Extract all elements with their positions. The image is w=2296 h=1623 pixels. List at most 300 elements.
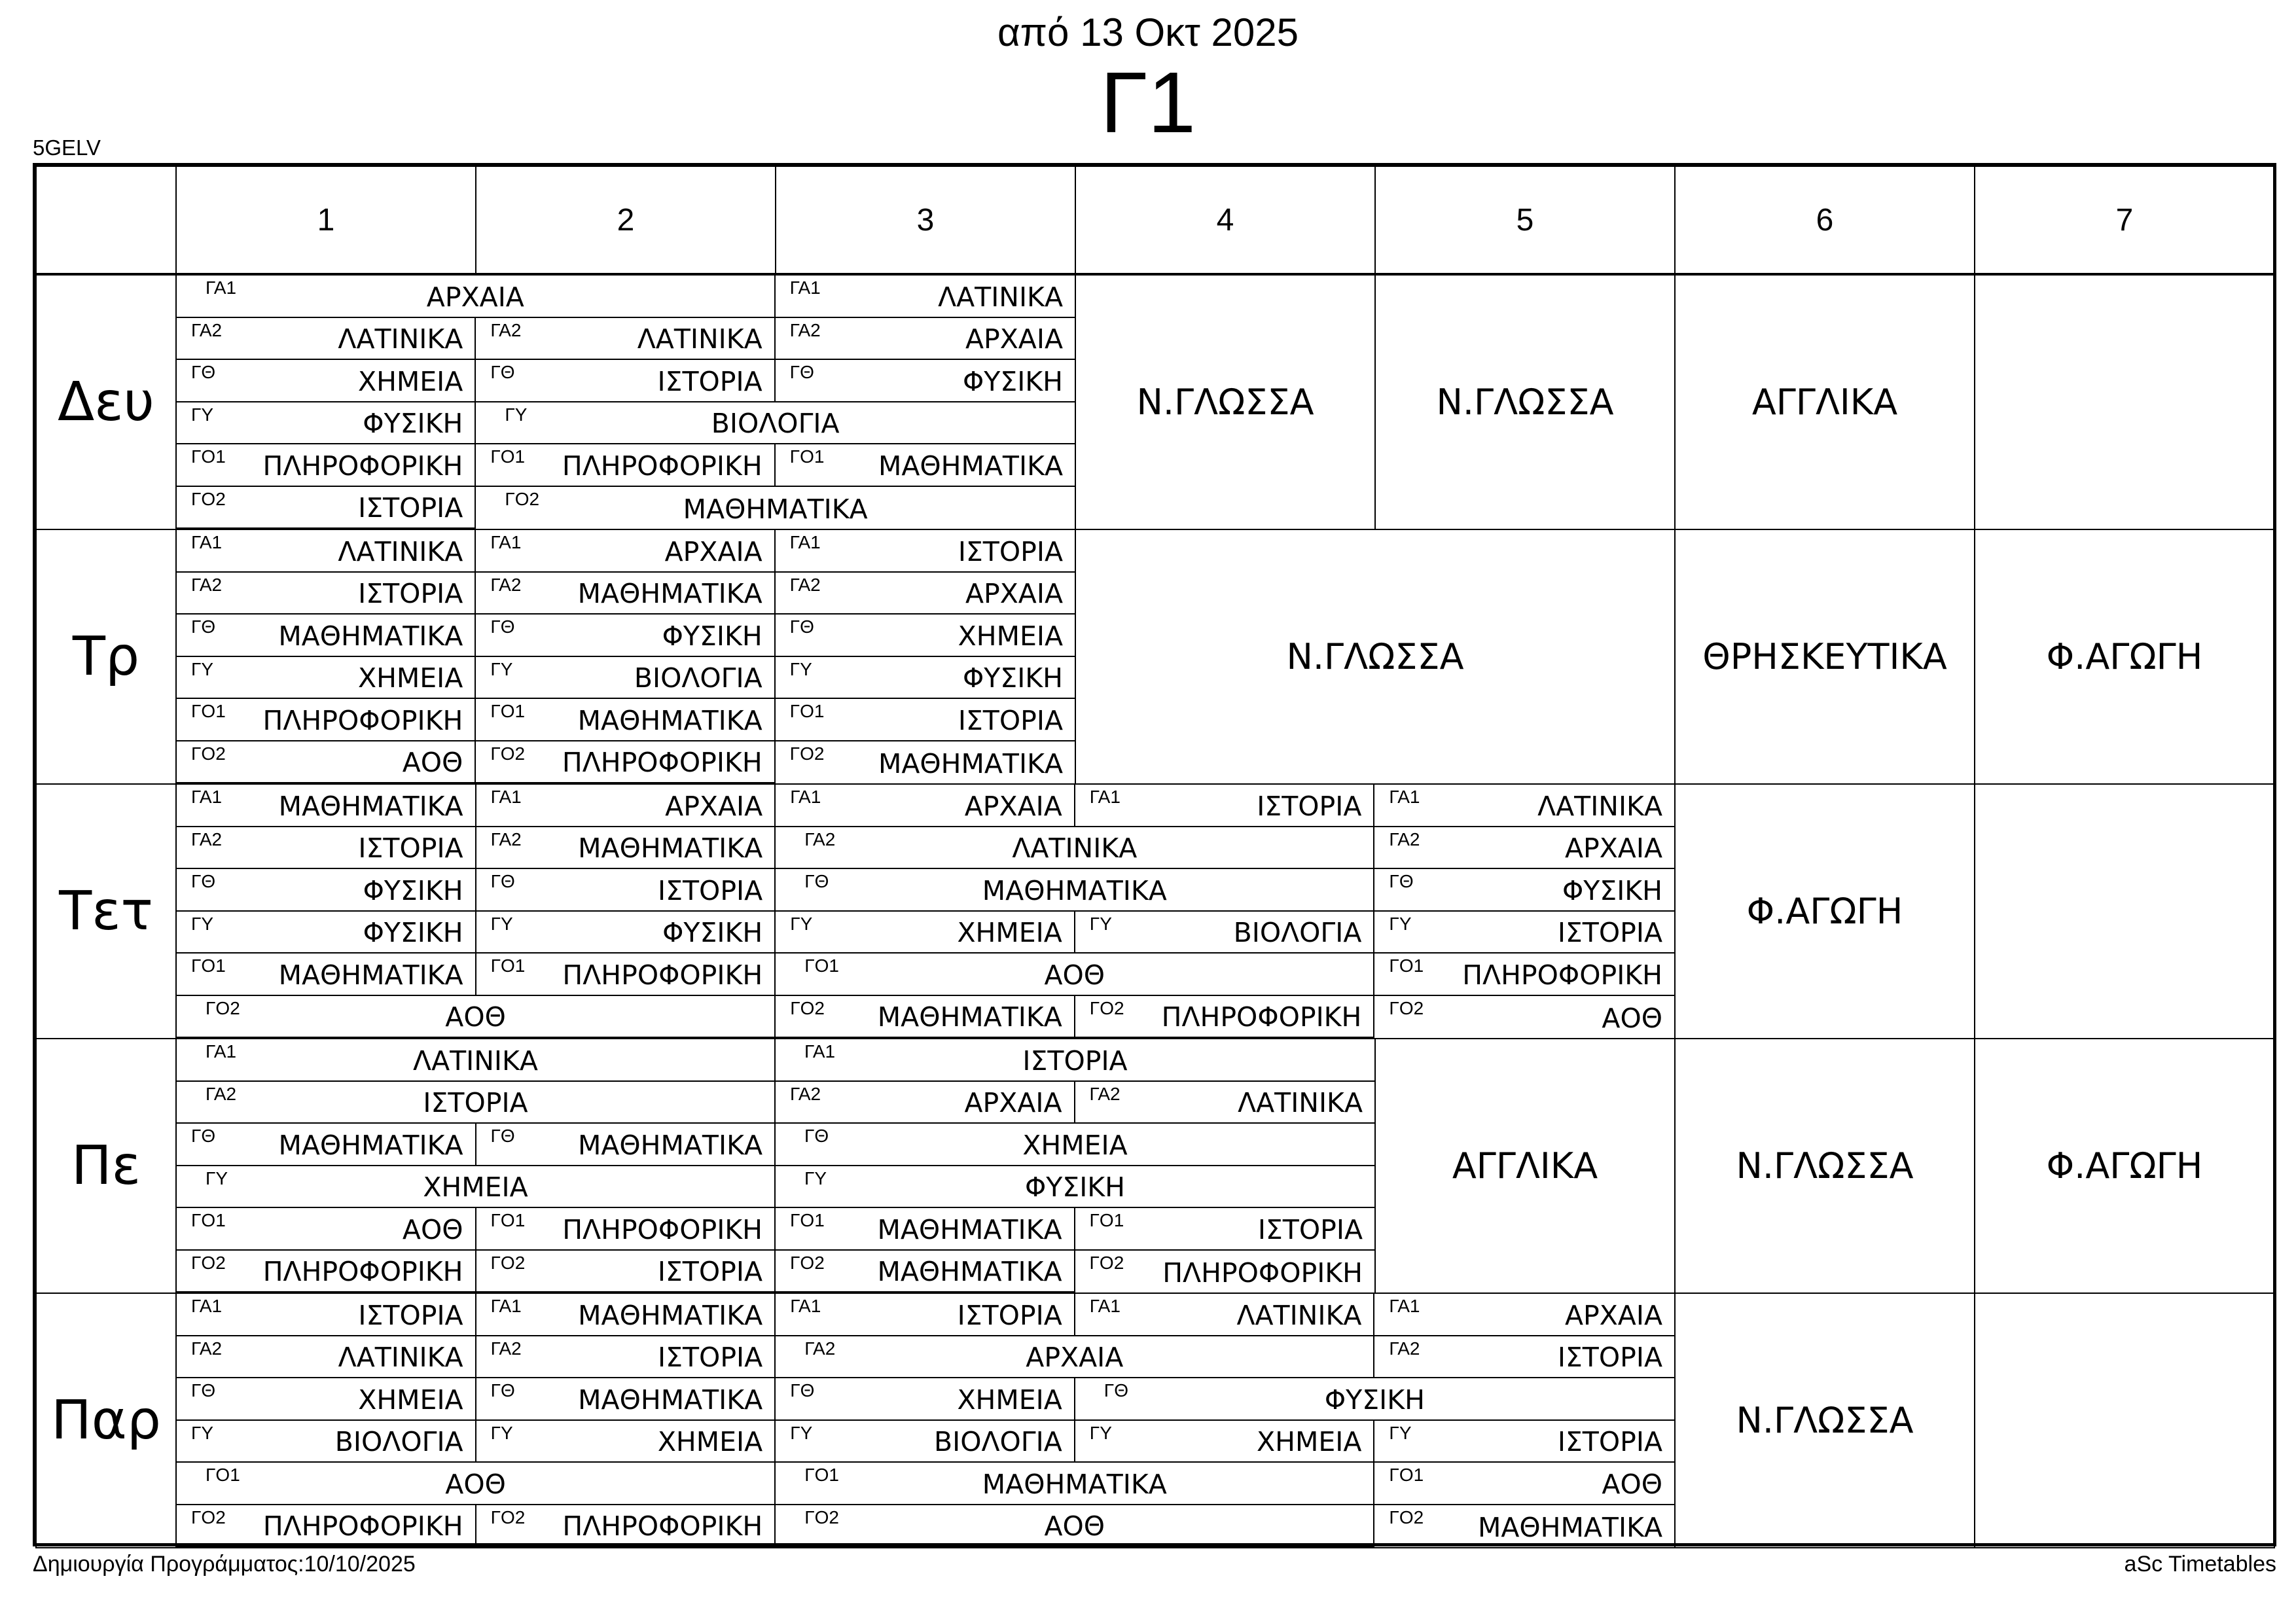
corner-cell	[35, 166, 177, 276]
group-label: ΓΑ2	[804, 829, 836, 849]
group-label: ΓΥ	[490, 1422, 513, 1443]
group-lesson[interactable]	[476, 1378, 776, 1421]
group-lesson[interactable]	[177, 827, 476, 870]
group-lesson[interactable]	[1374, 1421, 1674, 1463]
group-lesson[interactable]	[776, 912, 1075, 954]
group-lesson[interactable]	[1075, 1208, 1375, 1251]
group-lesson[interactable]	[177, 487, 476, 529]
whole-class-lesson[interactable]: ΑΓΓΛΙΚΑ	[1674, 274, 1975, 530]
whole-class-lesson[interactable]: Ν.ΓΛΩΣΣΑ	[1075, 529, 1676, 785]
group-label: ΓΑ1	[490, 1296, 522, 1316]
group-lesson[interactable]	[1075, 996, 1375, 1039]
whole-class-lesson[interactable]: Φ.ΑΓΩΓΗ	[1674, 783, 1975, 1039]
subject-label: ΦΥΣΙΚΗ	[363, 917, 463, 948]
group-lesson[interactable]	[177, 444, 476, 487]
timetable-grid	[33, 163, 2276, 1546]
period-header: 2	[475, 166, 776, 276]
subject-label: ΠΛΗΡΟΦΟΡΙΚΗ	[562, 1213, 762, 1245]
group-lesson[interactable]	[177, 1378, 476, 1421]
day-header: Πε	[35, 1038, 177, 1294]
group-lesson[interactable]	[776, 1463, 1374, 1505]
subject-label: ΒΙΟΛΟΓΙΑ	[934, 1426, 1062, 1457]
group-block	[175, 529, 1076, 785]
group-lesson[interactable]	[776, 996, 1075, 1039]
group-lesson[interactable]	[1374, 1463, 1674, 1505]
group-lesson[interactable]	[476, 573, 775, 615]
group-label: ΓΑ1	[191, 532, 223, 552]
subject-label: ΒΙΟΛΟΓΙΑ	[1233, 917, 1362, 948]
subject-label: ΒΙΟΛΟΓΙΑ	[634, 662, 762, 694]
group-lesson[interactable]	[776, 1336, 1374, 1379]
group-lesson[interactable]	[177, 276, 776, 318]
group-label: ΓΟ2	[490, 1507, 526, 1527]
group-lesson[interactable]	[1374, 1336, 1674, 1379]
whole-class-lesson[interactable]: Ν.ΓΛΩΣΣΑ	[1374, 274, 1676, 530]
group-label: ΓΑ2	[1389, 1338, 1420, 1359]
group-label: ΓΟ1	[789, 446, 825, 467]
group-lesson[interactable]	[177, 1166, 776, 1209]
subject-label: ΙΣΤΟΡΙΑ	[958, 535, 1063, 567]
group-label: ΓΘ	[804, 871, 829, 891]
group-lesson[interactable]	[177, 741, 476, 784]
subject-label: ΑΡΧΑΙΑ	[426, 281, 524, 313]
group-block	[175, 1293, 1676, 1548]
group-lesson[interactable]	[476, 954, 776, 996]
group-lesson[interactable]	[1075, 1378, 1674, 1421]
group-lesson[interactable]	[177, 1421, 476, 1463]
whole-class-lesson[interactable]: Φ.ΑΓΩΓΗ	[1974, 529, 2275, 785]
day-header: Τετ	[35, 783, 177, 1039]
group-label: ΓΟ2	[789, 743, 825, 764]
group-label: ΓΥ	[191, 658, 214, 679]
group-label: ΓΟ2	[191, 1252, 226, 1273]
group-lesson[interactable]	[476, 1294, 776, 1336]
group-label: ΓΥ	[191, 1422, 214, 1443]
subject-label: ΦΥΣΙΚΗ	[1024, 1171, 1126, 1203]
group-lesson[interactable]	[776, 741, 1075, 784]
group-lesson[interactable]	[476, 699, 775, 741]
subject-label: ΙΣΤΟΡΙΑ	[1557, 1426, 1662, 1457]
group-lesson[interactable]	[776, 1082, 1075, 1124]
group-lesson[interactable]	[776, 573, 1075, 615]
subject-label: ΑΟΘ	[1602, 1468, 1662, 1500]
group-lesson[interactable]	[177, 1208, 476, 1251]
group-label: ΓΑ2	[1089, 1083, 1121, 1104]
group-lesson[interactable]	[776, 318, 1075, 361]
group-lesson[interactable]	[776, 1166, 1374, 1209]
group-lesson[interactable]	[776, 657, 1075, 700]
group-lesson[interactable]	[476, 785, 776, 827]
group-lesson[interactable]	[1374, 869, 1674, 912]
subject-label: ΑΟΘ	[445, 1468, 506, 1500]
subject-label: ΑΟΘ	[1602, 1003, 1662, 1034]
group-lesson[interactable]	[177, 615, 476, 657]
subject-label: ΙΣΤΟΡΙΑ	[1557, 917, 1662, 948]
group-lesson[interactable]	[476, 657, 775, 700]
whole-class-lesson[interactable]: ΘΡΗΣΚΕΥΤΙΚΑ	[1674, 529, 1975, 785]
subject-label: ΜΑΘΗΜΑΤΙΚΑ	[278, 1129, 463, 1161]
group-lesson[interactable]	[177, 1463, 776, 1505]
group-label: ΓΟ1	[789, 701, 825, 721]
group-lesson[interactable]	[177, 1505, 476, 1548]
subject-label: ΜΑΘΗΜΑΤΙΚΑ	[877, 1256, 1062, 1287]
group-label: ΓΟ1	[490, 446, 526, 467]
group-block	[175, 783, 1676, 1039]
subject-label: ΜΑΘΗΜΑΤΙΚΑ	[578, 832, 763, 864]
created-date: Δημιουργία Προγράμματος:10/10/2025	[33, 1552, 416, 1577]
group-lesson[interactable]	[476, 1505, 776, 1548]
group-lesson[interactable]	[776, 360, 1075, 402]
subject-label: ΧΗΜΕΙΑ	[1257, 1426, 1362, 1457]
group-lesson[interactable]	[177, 318, 476, 361]
empty-period-cell	[1974, 783, 2275, 1039]
subject-label: ΧΗΜΕΙΑ	[358, 1383, 463, 1416]
group-lesson[interactable]	[1374, 785, 1674, 827]
group-label: ΓΟ2	[490, 1252, 526, 1273]
group-label: ΓΥ	[1389, 1422, 1412, 1443]
group-label: ΓΟ2	[505, 488, 540, 509]
subject-label: ΑΟΘ	[445, 1001, 506, 1033]
group-label: ΓΑ1	[1389, 787, 1420, 807]
group-lesson[interactable]	[177, 1039, 776, 1082]
subject-label: ΜΑΘΗΜΑΤΙΚΑ	[1477, 1512, 1662, 1543]
group-label: ΓΑ2	[789, 319, 821, 340]
group-label: ΓΥ	[505, 404, 528, 425]
group-lesson[interactable]	[476, 1336, 776, 1379]
subject-label: ΑΟΘ	[1044, 1510, 1105, 1542]
whole-class-lesson[interactable]: Ν.ΓΛΩΣΣΑ	[1674, 1038, 1975, 1294]
subject-label: ΑΟΘ	[1044, 959, 1105, 991]
group-label: ΓΟ1	[191, 446, 226, 467]
date-line: από 13 Οκτ 2025	[997, 10, 1299, 54]
group-lesson[interactable]	[776, 1039, 1374, 1082]
group-label: ΓΑ2	[789, 574, 821, 595]
group-lesson[interactable]	[476, 615, 775, 657]
group-label: ΓΟ1	[804, 955, 839, 976]
subject-label: ΦΥΣΙΚΗ	[1562, 874, 1662, 906]
group-label: ΓΟ2	[191, 1507, 226, 1527]
subject-label: ΙΣΤΟΡΙΑ	[358, 1299, 463, 1331]
whole-class-lesson[interactable]: Ν.ΓΛΩΣΣΑ	[1075, 274, 1376, 530]
subject-label: ΑΡΧΑΙΑ	[965, 323, 1063, 355]
group-lesson[interactable]	[776, 615, 1075, 657]
group-lesson[interactable]	[1374, 954, 1674, 996]
subject-label: ΑΡΧΑΙΑ	[964, 1087, 1062, 1118]
subject-label: ΜΑΘΗΜΑΤΙΚΑ	[982, 1468, 1167, 1500]
group-label: ΓΑ1	[490, 532, 522, 552]
subject-label: ΙΣΤΟΡΙΑ	[1022, 1044, 1128, 1077]
subject-label: ΑΡΧΑΙΑ	[964, 790, 1062, 822]
group-label: ΓΘ	[490, 616, 515, 637]
subject-label: ΙΣΤΟΡΙΑ	[657, 1256, 762, 1287]
group-lesson[interactable]	[776, 276, 1075, 318]
group-label: ΓΑ1	[790, 1296, 821, 1316]
group-lesson[interactable]	[776, 1378, 1075, 1421]
subject-label: ΛΑΤΙΝΙΚΑ	[1236, 1299, 1362, 1331]
group-lesson[interactable]	[776, 444, 1075, 487]
subject-label: ΒΙΟΛΟΓΙΑ	[334, 1426, 463, 1457]
group-label: ΓΥ	[490, 658, 513, 679]
subject-label: ΜΑΘΗΜΑΤΙΚΑ	[878, 450, 1063, 482]
group-lesson[interactable]	[177, 1082, 776, 1124]
group-lesson[interactable]	[776, 530, 1075, 573]
subject-label: ΜΑΘΗΜΑΤΙΚΑ	[982, 874, 1167, 906]
group-lesson[interactable]	[177, 530, 476, 573]
group-lesson[interactable]	[177, 869, 476, 912]
group-label: ΓΘ	[191, 1126, 216, 1146]
group-label: ΓΑ2	[191, 829, 223, 849]
group-lesson[interactable]	[776, 785, 1075, 827]
group-label: ΓΥ	[191, 913, 214, 934]
subject-label: ΙΣΤΟΡΙΑ	[658, 1342, 763, 1373]
group-label: ΓΟ1	[490, 1210, 526, 1230]
subject-label: ΦΥΣΙΚΗ	[363, 874, 463, 906]
school-code: 5GELV	[33, 135, 101, 160]
group-label: ΓΘ	[804, 1126, 829, 1146]
subject-label: ΠΛΗΡΟΦΟΡΙΚΗ	[262, 704, 463, 736]
group-lesson[interactable]	[476, 444, 775, 487]
group-lesson[interactable]	[476, 318, 775, 361]
subject-label: ΛΑΤΙΝΙΚΑ	[1537, 790, 1662, 822]
group-lesson[interactable]	[776, 1251, 1075, 1293]
group-lesson[interactable]	[177, 573, 476, 615]
group-lesson[interactable]	[1075, 912, 1375, 954]
group-lesson[interactable]	[1075, 785, 1375, 827]
group-label: ΓΥ	[1389, 913, 1412, 934]
group-lesson[interactable]	[1374, 1294, 1674, 1336]
group-lesson[interactable]	[1075, 1082, 1375, 1124]
group-lesson[interactable]	[476, 1251, 776, 1293]
subject-label: ΑΡΧΑΙΑ	[1564, 832, 1662, 864]
whole-class-lesson[interactable]: ΑΓΓΛΙΚΑ	[1374, 1038, 1676, 1294]
subject-label: ΛΑΤΙΝΙΚΑ	[938, 281, 1063, 313]
subject-label: ΜΑΘΗΜΑΤΙΚΑ	[578, 1383, 763, 1416]
day-header: Παρ	[35, 1293, 177, 1548]
subject-label: ΛΑΤΙΝΙΚΑ	[1238, 1087, 1363, 1118]
group-label: ΓΘ	[490, 1126, 515, 1146]
group-lesson[interactable]	[177, 1251, 476, 1293]
group-label: ΓΟ1	[191, 955, 226, 976]
group-lesson[interactable]	[776, 699, 1075, 741]
subject-label: ΛΑΤΙΝΙΚΑ	[637, 323, 762, 355]
group-label: ΓΑ2	[490, 574, 522, 595]
group-lesson[interactable]	[476, 741, 775, 784]
subject-label: ΙΣΤΟΡΙΑ	[957, 1299, 1062, 1331]
group-label: ΓΟ2	[206, 997, 240, 1018]
group-label: ΓΟ1	[1389, 955, 1424, 976]
subject-label: ΧΗΜΕΙΑ	[957, 1383, 1062, 1416]
group-label: ΓΘ	[191, 362, 216, 382]
group-label: ΓΑ1	[789, 532, 821, 552]
group-label: ΓΥ	[790, 913, 813, 934]
group-label: ΓΘ	[490, 871, 515, 891]
group-block	[175, 274, 1076, 530]
group-label: ΓΑ2	[1389, 829, 1420, 849]
group-label: ΓΟ2	[191, 743, 226, 764]
subject-label: ΠΛΗΡΟΦΟΡΙΚΗ	[262, 1510, 463, 1542]
group-label: ΓΟ1	[490, 701, 526, 721]
group-label: ΓΑ2	[490, 319, 522, 340]
group-lesson[interactable]	[476, 1421, 776, 1463]
subject-label: ΑΡΧΑΙΑ	[965, 578, 1063, 609]
subject-label: ΙΣΤΟΡΙΑ	[1257, 1213, 1363, 1245]
subject-label: ΠΛΗΡΟΦΟΡΙΚΗ	[562, 959, 763, 991]
group-label: ΓΘ	[191, 871, 216, 891]
group-label: ΓΑ1	[1089, 1296, 1121, 1316]
group-label: ΓΘ	[789, 616, 814, 637]
group-label: ΓΘ	[490, 1380, 515, 1400]
group-label: ΓΟ2	[1089, 1252, 1124, 1273]
group-label: ΓΟ2	[804, 1507, 839, 1527]
whole-class-lesson[interactable]: Ν.ΓΛΩΣΣΑ	[1674, 1293, 1975, 1548]
group-label: ΓΑ2	[790, 1083, 821, 1104]
group-label: ΓΟ2	[490, 743, 526, 764]
group-label: ΓΘ	[1389, 871, 1414, 891]
group-label: ΓΟ1	[191, 1210, 226, 1230]
group-lesson[interactable]	[476, 1208, 776, 1251]
subject-label: ΜΑΘΗΜΑΤΙΚΑ	[683, 493, 868, 525]
subject-label: ΠΛΗΡΟΦΟΡΙΚΗ	[562, 747, 762, 778]
subject-label: ΜΑΘΗΜΑΤΙΚΑ	[278, 620, 463, 652]
subject-label: ΙΣΤΟΡΙΑ	[958, 704, 1063, 736]
group-lesson[interactable]	[177, 912, 476, 954]
group-lesson[interactable]	[776, 1294, 1075, 1336]
group-lesson[interactable]	[1374, 912, 1674, 954]
group-label: ΓΟ2	[191, 488, 226, 509]
subject-label: ΙΣΤΟΡΙΑ	[1557, 1342, 1662, 1373]
group-lesson[interactable]	[177, 657, 476, 700]
group-lesson[interactable]	[177, 1124, 476, 1166]
group-lesson[interactable]	[177, 1294, 476, 1336]
subject-label: ΙΣΤΟΡΙΑ	[358, 832, 463, 864]
subject-label: ΙΣΤΟΡΙΑ	[1257, 790, 1362, 822]
group-lesson[interactable]	[177, 402, 476, 445]
subject-label: ΛΑΤΙΝΙΚΑ	[338, 1342, 463, 1373]
group-lesson[interactable]	[776, 1208, 1075, 1251]
subject-label: ΧΗΜΕΙΑ	[357, 662, 463, 694]
group-lesson[interactable]	[476, 360, 775, 402]
group-label: ΓΑ2	[191, 574, 223, 595]
subject-label: ΜΑΘΗΜΑΤΙΚΑ	[577, 704, 762, 736]
group-lesson[interactable]	[177, 785, 476, 827]
subject-label: ΠΛΗΡΟΦΟΡΙΚΗ	[1462, 959, 1662, 991]
subject-label: ΛΑΤΙΝΙΚΑ	[338, 535, 463, 567]
subject-label: ΑΡΧΑΙΑ	[1026, 1342, 1124, 1373]
subject-label: ΙΣΤΟΡΙΑ	[358, 492, 463, 524]
group-lesson[interactable]	[177, 954, 476, 996]
subject-label: ΠΛΗΡΟΦΟΡΙΚΗ	[562, 1510, 763, 1542]
subject-label: ΙΣΤΟΡΙΑ	[658, 874, 763, 906]
subject-label: ΧΗΜΕΙΑ	[958, 620, 1063, 652]
group-lesson[interactable]	[476, 1124, 776, 1166]
group-label: ΓΑ1	[1389, 1296, 1420, 1316]
subject-label: ΙΣΤΟΡΙΑ	[657, 365, 762, 397]
group-lesson[interactable]	[1075, 1251, 1375, 1293]
group-label: ΓΘ	[1103, 1380, 1128, 1400]
group-label: ΓΑ1	[191, 787, 223, 807]
subject-label: ΑΡΧΑΙΑ	[665, 790, 763, 822]
group-lesson[interactable]	[177, 699, 476, 741]
period-header: 4	[1075, 166, 1376, 276]
group-lesson[interactable]	[1075, 1421, 1375, 1463]
group-lesson[interactable]	[776, 1421, 1075, 1463]
group-label: ΓΑ2	[804, 1338, 836, 1359]
subject-label: ΙΣΤΟΡΙΑ	[423, 1087, 528, 1118]
group-label: ΓΘ	[191, 616, 216, 637]
group-lesson[interactable]	[776, 827, 1374, 870]
subject-label: ΑΡΧΑΙΑ	[664, 535, 762, 567]
group-lesson[interactable]	[177, 1336, 476, 1379]
period-header: 5	[1374, 166, 1676, 276]
group-label: ΓΟ2	[790, 1252, 825, 1273]
group-lesson[interactable]	[476, 912, 776, 954]
subject-label: ΜΑΘΗΜΑΤΙΚΑ	[577, 1129, 762, 1161]
subject-label: ΜΑΘΗΜΑΤΙΚΑ	[577, 578, 762, 609]
whole-class-lesson[interactable]: Φ.ΑΓΩΓΗ	[1974, 1038, 2275, 1294]
group-label: ΓΥ	[804, 1168, 827, 1188]
group-label: ΓΟ1	[790, 1210, 825, 1230]
group-label: ΓΟ2	[790, 997, 825, 1018]
group-lesson[interactable]	[476, 530, 775, 573]
subject-label: ΠΛΗΡΟΦΟΡΙΚΗ	[262, 1256, 463, 1287]
group-lesson[interactable]	[1374, 827, 1674, 870]
group-lesson[interactable]	[476, 487, 1075, 529]
group-label: ΓΑ2	[191, 319, 223, 340]
group-lesson[interactable]	[476, 869, 776, 912]
empty-period-cell	[1974, 1293, 2275, 1548]
subject-label: ΦΥΣΙΚΗ	[1324, 1383, 1425, 1416]
period-header: 3	[775, 166, 1076, 276]
group-lesson[interactable]	[476, 827, 776, 870]
group-lesson[interactable]	[776, 869, 1374, 912]
subject-label: ΑΟΘ	[402, 747, 463, 778]
group-lesson[interactable]	[776, 1505, 1374, 1548]
class-title: Γ1	[1100, 54, 1196, 151]
subject-label: ΦΥΣΙΚΗ	[662, 620, 762, 652]
period-header: 1	[175, 166, 476, 276]
group-lesson[interactable]	[776, 1124, 1374, 1166]
group-lesson[interactable]	[1374, 1505, 1674, 1548]
group-lesson[interactable]	[776, 954, 1374, 996]
subject-label: ΦΥΣΙΚΗ	[662, 917, 763, 948]
subject-label: ΑΟΘ	[402, 1213, 463, 1245]
group-label: ΓΑ2	[206, 1083, 237, 1104]
group-lesson[interactable]	[476, 402, 1075, 445]
group-label: ΓΑ1	[789, 277, 821, 298]
group-label: ΓΥ	[789, 658, 812, 679]
brand-label: aSc Timetables	[2124, 1552, 2276, 1577]
group-label: ΓΟ2	[1389, 1507, 1424, 1527]
group-label: ΓΘ	[490, 362, 515, 382]
subject-label: ΜΑΘΗΜΑΤΙΚΑ	[578, 1299, 763, 1331]
group-lesson[interactable]	[177, 996, 776, 1039]
group-lesson[interactable]	[177, 360, 476, 402]
subject-label: ΛΑΤΙΝΙΚΑ	[338, 323, 463, 355]
group-lesson[interactable]	[1374, 996, 1674, 1039]
group-lesson[interactable]	[1075, 1294, 1375, 1336]
empty-period-cell	[1974, 274, 2275, 530]
group-label: ΓΥ	[1089, 913, 1112, 934]
subject-label: ΧΗΜΕΙΑ	[423, 1171, 528, 1203]
group-label: ΓΥ	[1089, 1422, 1112, 1443]
period-header: 7	[1974, 166, 2275, 276]
subject-label: ΧΗΜΕΙΑ	[357, 365, 463, 397]
subject-label: ΠΛΗΡΟΦΟΡΙΚΗ	[1162, 1257, 1363, 1289]
subject-label: ΜΑΘΗΜΑΤΙΚΑ	[278, 959, 463, 991]
group-block	[175, 1038, 1376, 1294]
group-label: ΓΘ	[191, 1380, 216, 1400]
subject-label: ΑΡΧΑΙΑ	[1564, 1299, 1662, 1331]
